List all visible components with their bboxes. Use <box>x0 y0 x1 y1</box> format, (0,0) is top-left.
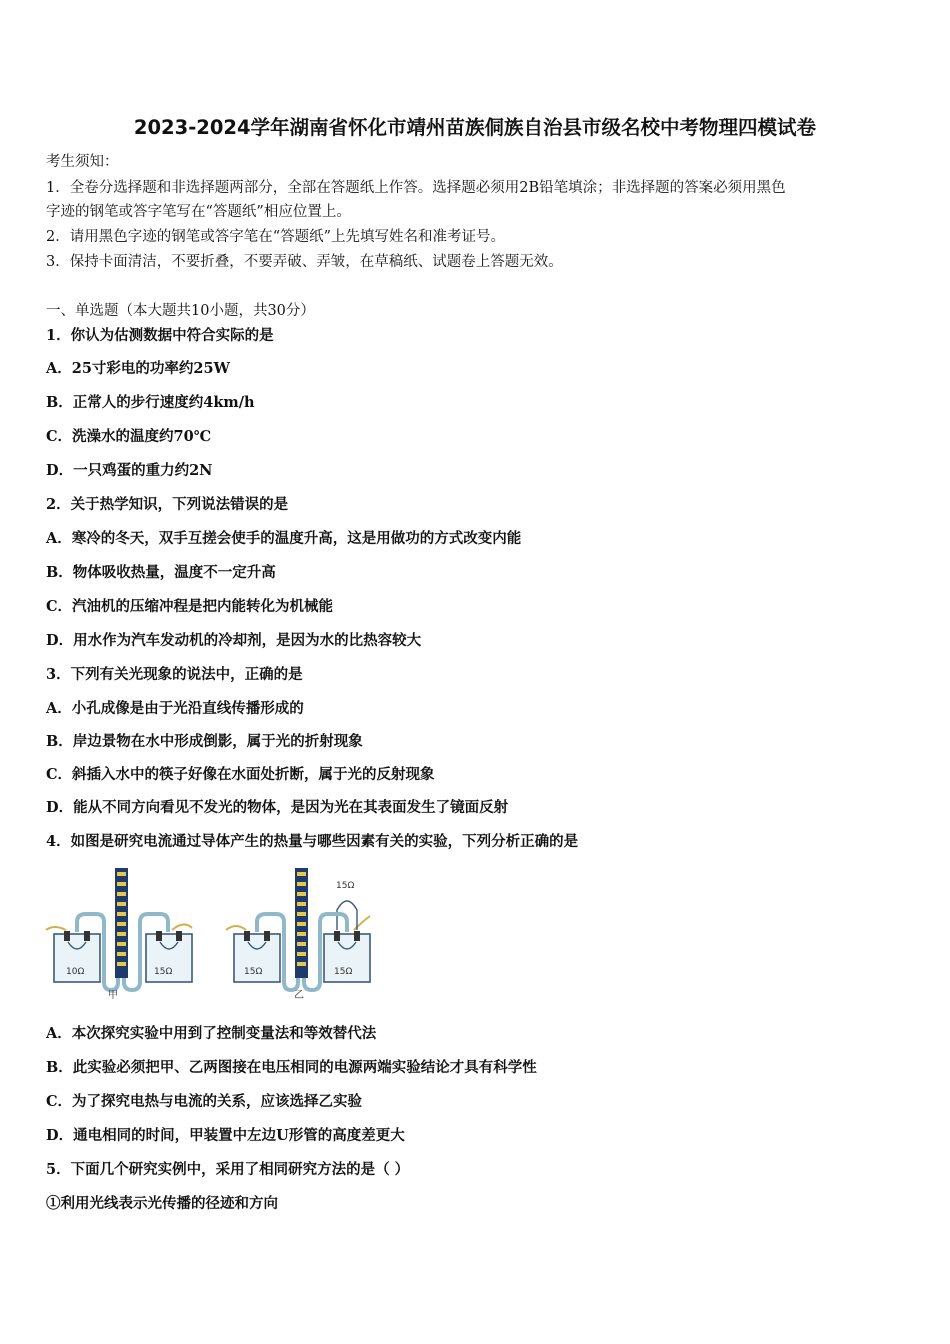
question-option: D．通电相同的时间，甲装置中左边U形管的高度差更大 <box>46 1127 405 1144</box>
electrode <box>354 931 360 941</box>
question-option: ①利用光线表示光传播的径迹和方向 <box>46 1195 278 1212</box>
electrode <box>156 931 162 941</box>
question-option: A．小孔成像是由于光沿直线传播形成的 <box>46 700 304 717</box>
question-option: D．用水作为汽车发动机的冷却剂，是因为水的比热容较大 <box>46 632 422 649</box>
question-stem: 1．你认为估测数据中符合实际的是 <box>46 327 274 344</box>
notice-heading: 考生须知： <box>46 154 119 170</box>
section-heading: 一、单选题（本大题共10小题，共30分） <box>46 303 315 319</box>
question-option: A．25寸彩电的功率约25W <box>46 360 230 377</box>
question-option: A．本次探究实验中用到了控制变量法和等效替代法 <box>46 1025 377 1042</box>
figure-caption: 乙 <box>294 990 304 1001</box>
resistor-label: 15Ω <box>244 967 263 977</box>
question-option: A．寒冷的冬天，双手互搓会使手的温度升高，这是用做功的方式改变内能 <box>46 530 522 547</box>
question-option: B．物体吸收热量，温度不一定升高 <box>46 564 276 581</box>
electrode <box>334 931 340 941</box>
question-option: C．汽油机的压缩冲程是把内能转化为机械能 <box>46 598 334 615</box>
question-option: C．为了探究电热与电流的关系，应该选择乙实验 <box>46 1093 363 1110</box>
electrode <box>244 931 250 941</box>
notice-item: 字迹的钢笔或答字笔写在“答题纸”相应位置上。 <box>46 204 351 220</box>
question-option: C．洗澡水的温度约70℃ <box>46 428 212 445</box>
electrode <box>84 931 90 941</box>
electrode <box>264 931 270 941</box>
question-stem: 4．如图是研究电流通过导体产生的热量与哪些因素有关的实验，下列分析正确的是 <box>46 833 579 850</box>
question-option: C．斜插入水中的筷子好像在水面处折断，属于光的反射现象 <box>46 766 435 783</box>
question-option: B．正常人的步行速度约4km/h <box>46 394 255 411</box>
notice-item: 2．请用黑色字迹的钢笔或答字笔在“答题纸”上先填写姓名和准考证号。 <box>46 229 506 245</box>
question-option: D．一只鸡蛋的重力约2N <box>46 462 213 479</box>
resistor-label: 15Ω <box>334 967 353 977</box>
question-option: B．此实验必须把甲、乙两图接在电压相同的电源两端实验结论才具有科学性 <box>46 1059 537 1076</box>
question-stem: 3．下列有关光现象的说法中，正确的是 <box>46 666 303 683</box>
electrode <box>64 931 70 941</box>
resistor-label: 15Ω <box>336 881 355 891</box>
question-stem: 2．关于热学知识，下列说法错误的是 <box>46 496 289 513</box>
resistor-label: 15Ω <box>154 967 173 977</box>
wire <box>226 926 246 930</box>
question-option: D．能从不同方向看见不发光的物体，是因为光在其表面发生了镜面反射 <box>46 799 509 816</box>
wire <box>46 927 66 930</box>
wire <box>172 924 192 930</box>
notice-item: 3．保持卡面清洁，不要折叠，不要弄破、弄皱，在草稿纸、试题卷上答题无效。 <box>46 254 563 270</box>
notice-item: 1．全卷分选择题和非选择题两部分，全部在答题纸上作答。选择题必须用2B铅笔填涂；非选择题的答案必须用黑色 <box>46 180 786 196</box>
electrode <box>176 931 182 941</box>
page-title: 2023-2024学年湖南省怀化市靖州苗族侗族自治县市级名校中考物理四模试卷 <box>133 116 817 139</box>
experiment-figure <box>44 864 374 1002</box>
question-option: B．岸边景物在水中形成倒影，属于光的折射现象 <box>46 733 363 750</box>
figure-svg <box>44 864 374 1002</box>
resistor-label: 10Ω <box>66 967 85 977</box>
figure-caption: 甲 <box>108 990 118 1001</box>
question-stem: 5．下面几个研究实例中，采用了相同研究方法的是（ ） <box>46 1161 410 1178</box>
